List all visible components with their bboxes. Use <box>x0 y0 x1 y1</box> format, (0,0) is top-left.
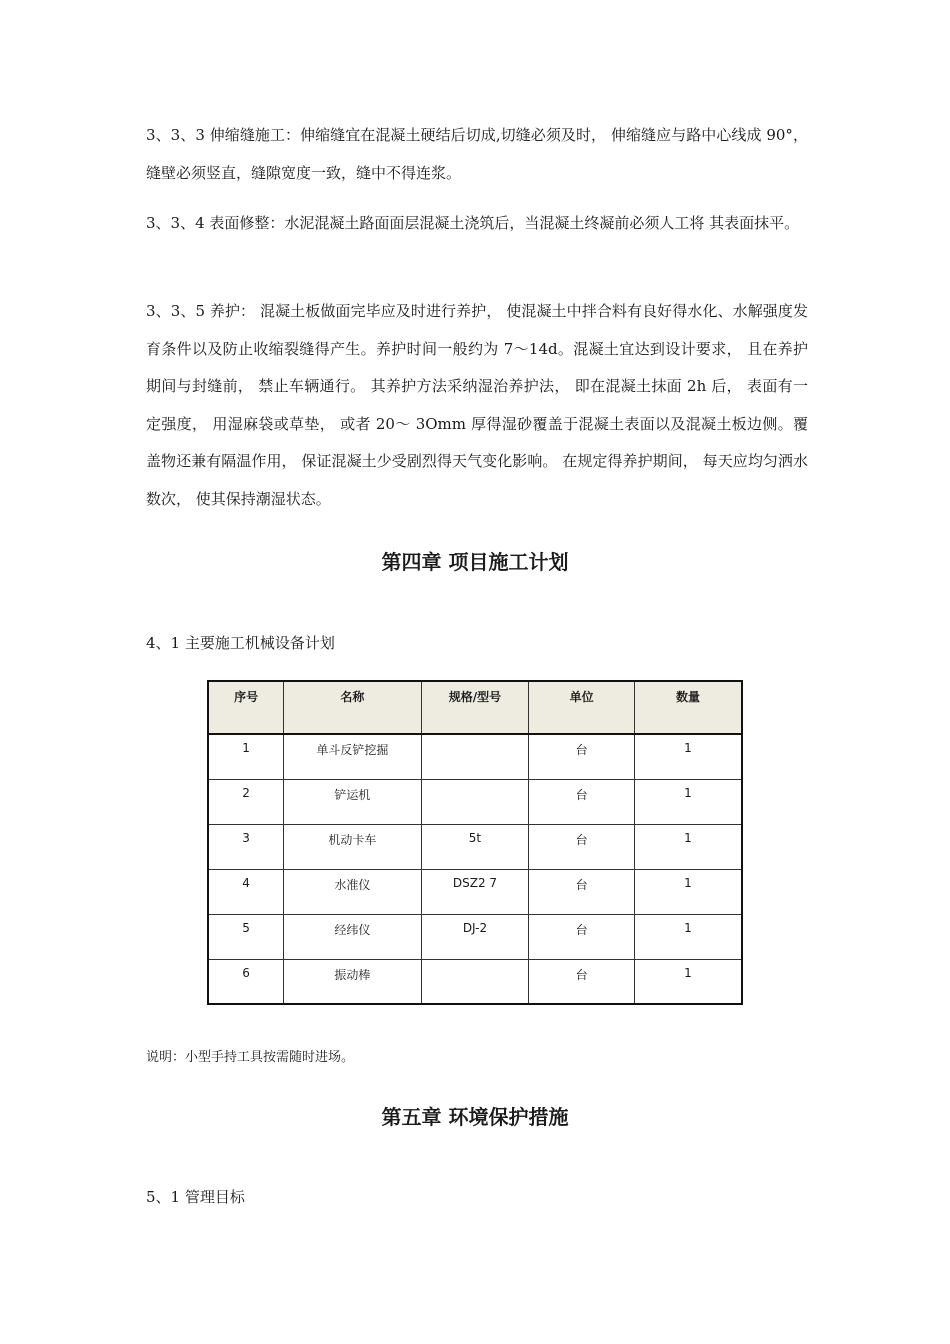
cell-unit: 台 <box>529 959 635 1004</box>
table-row <box>208 914 742 959</box>
cell-name: 水准仪 <box>284 869 421 914</box>
cell-unit: 台 <box>529 824 635 869</box>
cell-quantity: 1 <box>634 734 742 779</box>
cell-quantity: 1 <box>634 869 742 914</box>
section-4-1-title: 4、1 主要施工机械设备计划 <box>146 634 335 652</box>
cell-name: 单斗反铲挖掘 <box>284 734 421 779</box>
table-note: 说明：小型手持工具按需随时进场。 <box>146 1050 355 1065</box>
header-name: 名称 <box>284 681 421 734</box>
chapter-4-title: 第四章 项目施工计划 <box>381 550 569 574</box>
cell-index: 6 <box>208 959 284 1004</box>
table-header-row <box>208 681 742 734</box>
table-row <box>208 869 742 914</box>
table-row <box>208 779 742 824</box>
cell-name: 振动棒 <box>284 959 421 1004</box>
cell-name: 机动卡车 <box>284 824 421 869</box>
cell-unit: 台 <box>529 734 635 779</box>
paragraph-expansion-joint: 3、3、3 伸缩缝施工：伸缩缝宜在混凝土硬结后切成,切缝必须及时， 伸缩缝应与路中心线成 90°，缝壁必须竖直，缝隙宽度一致，缝中不得连浆。 <box>146 126 808 182</box>
table-row <box>208 959 742 1004</box>
chapter-5-title: 第五章 环境保护措施 <box>381 1105 569 1129</box>
header-quantity: 数量 <box>634 681 742 734</box>
cell-index: 4 <box>208 869 284 914</box>
cell-name: 经纬仪 <box>284 914 421 959</box>
cell-unit: 台 <box>529 869 635 914</box>
paragraph-curing: 3、3、5 养护： 混凝土板做面完毕应及时进行养护， 使混凝土中拌合料有良好得水化、水解强度发育条件以及防止收缩裂缝得产生。养护时间一般约为 7～14d。混凝土宜达到设计要求， 且在养护期间与封缝前， 禁止车辆通行。 其养护方法采纳湿治养护法， 即在混凝土抹面 2h 后， 表面有一定强度， 用湿麻袋或草垫， 或者 20～ 3Omm 厚得湿砂覆盖于混凝土表面以及混凝土板边侧。覆盖物还兼有隔温作用， 保证混凝土少受剧烈得天气变化影响。 在规定得养护期间， 每天应均匀洒水数次， 使其保持潮湿状态。 <box>146 302 808 508</box>
equipment-table <box>207 680 743 1005</box>
cell-unit: 台 <box>529 914 635 959</box>
cell-quantity: 1 <box>634 824 742 869</box>
table-row <box>208 824 742 869</box>
header-unit: 单位 <box>529 681 635 734</box>
cell-spec: DJ-2 <box>421 914 529 959</box>
cell-quantity: 1 <box>634 914 742 959</box>
paragraph-surface-finishing: 3、3、4 表面修整：水泥混凝土路面面层混凝土浇筑后，当混凝土终凝前必须人工将 其表面抹平。 <box>146 214 800 232</box>
cell-spec: 5t <box>421 824 529 869</box>
cell-index: 1 <box>208 734 284 779</box>
cell-name: 铲运机 <box>284 779 421 824</box>
cell-index: 2 <box>208 779 284 824</box>
cell-spec <box>421 779 529 824</box>
cell-spec: DSZ2 7 <box>421 869 529 914</box>
cell-spec <box>421 734 529 779</box>
cell-unit: 台 <box>529 779 635 824</box>
cell-quantity: 1 <box>634 779 742 824</box>
cell-spec <box>421 959 529 1004</box>
cell-index: 5 <box>208 914 284 959</box>
cell-quantity: 1 <box>634 959 742 1004</box>
cell-index: 3 <box>208 824 284 869</box>
header-spec: 规格/型号 <box>421 681 529 734</box>
section-5-1-title: 5、1 管理目标 <box>146 1188 245 1206</box>
header-index: 序号 <box>208 681 284 734</box>
table-row <box>208 734 742 779</box>
